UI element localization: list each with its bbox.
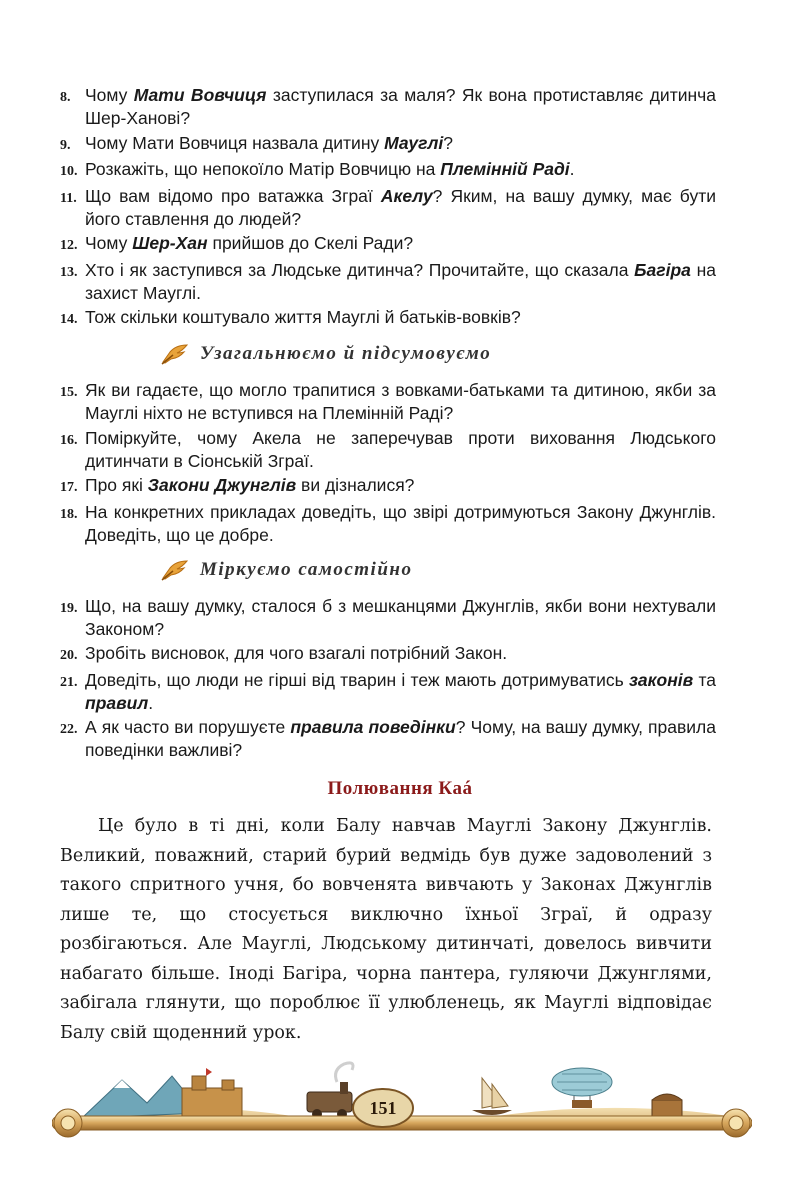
question-text-part: Розкажіть, що непокоїло Матір Вовчицю на — [85, 159, 441, 179]
question-text-part: Доведіть, що люди не гірші від тварин і теж мають дотримуватись — [85, 669, 629, 690]
question-list-3 — [60, 595, 716, 763]
question-text — [85, 595, 716, 641]
question-number: 14. — [60, 312, 78, 327]
emphasized-term: правил — [85, 692, 149, 713]
section-title: Міркуємо самостійно — [200, 558, 413, 580]
question-number: 15. — [60, 385, 78, 400]
pen-feather-icon — [160, 559, 190, 581]
question-text — [85, 501, 716, 547]
question-text — [85, 379, 716, 425]
question-list-2 — [60, 379, 716, 547]
question-text-part: . — [148, 692, 154, 713]
question-item — [60, 642, 716, 667]
question-number: 20. — [60, 648, 78, 663]
question-text-part: На конкретних прикладах доведіть, що звірі дотримуються Закону Джунглів. Доведіть, що це добре. — [85, 501, 716, 545]
question-text — [85, 185, 716, 231]
section-heading-own-thinking — [160, 557, 716, 583]
question-text — [85, 259, 716, 305]
question-number: 11. — [60, 190, 77, 206]
question-item — [60, 669, 716, 715]
question-item — [60, 132, 716, 157]
question-text-part: . — [569, 159, 575, 179]
page-number: 151 — [369, 1098, 397, 1118]
question-item — [60, 306, 716, 331]
question-number: 10. — [60, 164, 78, 179]
section-title: Узагальнюємо й підсумовуємо — [200, 343, 492, 364]
question-text — [85, 132, 716, 157]
question-item — [60, 595, 716, 641]
question-text — [85, 232, 716, 257]
emphasized-term: Закони Джунглів — [147, 475, 297, 495]
question-text — [85, 158, 716, 183]
question-text-part: Що вам відомо про ватажка Зграї — [85, 185, 381, 206]
question-number: 19. — [60, 600, 78, 616]
question-item — [60, 501, 716, 547]
question-number: 13. — [60, 264, 78, 280]
question-item — [60, 427, 716, 473]
emphasized-term: Шер-Хан — [132, 233, 208, 253]
question-text-part: Чому — [85, 85, 134, 105]
question-text-part: ? Чому, на вашу думку, правила поведінки важливі? — [85, 717, 716, 760]
question-number: 22. — [60, 722, 78, 737]
question-list-1 — [60, 84, 716, 331]
question-item — [60, 259, 716, 305]
question-number: 16. — [60, 432, 78, 448]
question-text — [85, 716, 716, 762]
question-number: 8. — [60, 90, 71, 105]
question-item — [60, 158, 716, 183]
question-text-part: та — [693, 669, 716, 690]
question-text-part: Що, на вашу думку, сталося б з мешканцями Джунглів, якби вони нехтували Законом? — [85, 595, 716, 639]
question-text-part: заступилася за маля? Як вона протиставляє дитинча Шер-Ханові? — [85, 85, 716, 128]
question-text — [85, 669, 716, 715]
emphasized-term: законів — [629, 669, 694, 690]
question-item — [60, 185, 716, 231]
story-paragraph: Це було в ті дні, коли Балу навчав Мауглі Закону Джунглів. Великий, поважний, старий бурий ведмідь був дуже задоволений з такого спритного учня, бо вовченята вивчають у Законах Джунглів лише те, що стосується виключно їхньої Зграї, й одразу розбігаються. Але Мауглі, Людському дитинчаті, довелось вивчити набагато більше. Іноді Багіра, чорна пантера, гуляючи Джунглями, забігала глянути, що пороблює її улюбленець, як Мауглі відповідає Балу свій щоденний урок. — [60, 816, 712, 1043]
question-number: 21. — [60, 674, 78, 690]
question-text — [85, 306, 716, 331]
question-text-part: Тож скільки коштувало життя Мауглі й батьків-вовків? — [85, 307, 521, 327]
question-text — [85, 84, 716, 130]
question-number: 9. — [60, 137, 71, 153]
question-text-part: А як часто ви порушуєте — [85, 717, 291, 737]
question-number: 17. — [60, 480, 78, 495]
question-text-part: Як ви гадаєте, що могло трапитися з вовками-батьками та дитиною, якби за Мауглі ніхто не вступився на Племінній Раді? — [85, 380, 716, 423]
question-item — [60, 84, 716, 130]
pen-feather-icon — [160, 343, 190, 365]
emphasized-term: правила поведінки — [290, 717, 456, 737]
question-text-part: ви дізналися? — [296, 475, 415, 495]
emphasized-term: Мати Вовчиця — [133, 85, 267, 105]
question-item — [60, 716, 716, 762]
emphasized-term: Мауглі — [384, 132, 444, 153]
question-text-part: на захист Мауглі. — [85, 259, 716, 303]
question-text — [85, 427, 716, 473]
questions-column — [60, 84, 716, 764]
emphasized-term: Акелу — [380, 185, 433, 206]
question-item — [60, 232, 716, 257]
question-number: 18. — [60, 506, 78, 522]
question-text-part: Зробіть висновок, для чого взагалі потрібний Закон. — [85, 643, 508, 663]
question-item — [60, 474, 716, 499]
question-text-part: ? — [443, 132, 453, 153]
question-number: 12. — [60, 238, 78, 253]
question-text-part: Поміркуйте, чому Акела не заперечував проти виховання Людського дитинчати в Сіонській Зграї. — [85, 427, 716, 471]
story-title: Полювання Каá — [327, 778, 473, 799]
question-text-part: Хто і як заступився за Людське дитинча? Прочитайте, що сказала — [85, 259, 635, 280]
question-item — [60, 379, 716, 425]
emphasized-term: Багіра — [634, 259, 691, 280]
question-text-part: прийшов до Скелі Ради? — [207, 233, 414, 253]
question-text — [85, 642, 716, 667]
question-text-part: Чому Мати Вовчиця назвала дитину — [85, 132, 385, 153]
question-text-part: Чому — [85, 233, 133, 253]
question-text-part: ? Яким, на вашу думку, має бути його ставлення до людей? — [85, 185, 716, 229]
section-heading-summary — [160, 341, 716, 367]
emphasized-term: Племінній Раді — [440, 159, 570, 179]
question-text — [85, 474, 716, 499]
question-text-part: Про які — [85, 475, 148, 495]
